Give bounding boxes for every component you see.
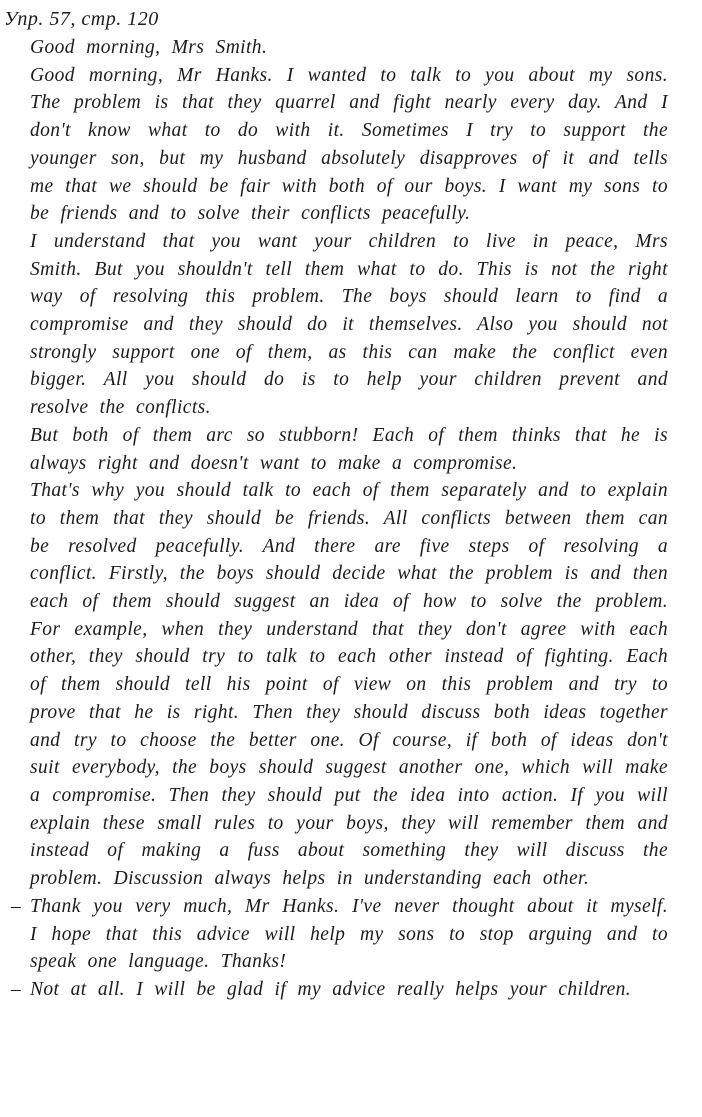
dash-marker: – xyxy=(11,978,21,1000)
dialogue-paragraph xyxy=(30,228,668,422)
paragraph-text: Thank you very much, Mr Hanks. I've never thought about it myself. I hope that this advice will help my sons to stop arguing and to speak one language. Thanks! xyxy=(30,895,668,973)
dialogue-paragraph xyxy=(30,34,668,62)
dialogue-paragraph xyxy=(30,422,668,477)
paragraph-text: I understand that you want your children to live in peace, Mrs Smith. But you shouldn't tell them what to do. This is not the right way of resolving this problem. The boys should learn to find a compromise and they should do it themselves. Also you should not strongly support one of them, as this can make the conflict even bigger. All you should do is to help your children prevent and resolve the conflicts. xyxy=(30,230,668,419)
dialogue-paragraph xyxy=(11,976,668,1004)
dialogue-paragraph xyxy=(30,62,668,228)
paragraph-text: But both of them arc so stubborn! Each of them thinks that he is always right and doesn't want to make a compromise. xyxy=(30,424,668,474)
dash-marker: – xyxy=(11,895,21,917)
paragraph-text: That's why you should talk to each of them separately and to explain to them that they should be friends. All conflicts between them can be resolved peacefully. And there are five steps of resolving a conflict. Firstly, the boys should decide what the problem is and then each of them should suggest an idea of how to solve the problem. For example, when they understand that they don't agree with each other, they should try to talk to each other instead of fighting. Each of them should tell his point of view on this problem and try to prove that he is right. Then they should discuss both ideas together and try to choose the better one. Of course, if both of ideas don't suit everybody, the boys should suggest another one, which will make a compromise. Then they should put the idea into action. If you will explain these small rules to your boys, they will remember them and instead of making a fuss about something they will discuss the problem. Discussion always helps in understanding each other. xyxy=(30,480,668,890)
dialogue-text-block xyxy=(11,34,668,1004)
dialogue-paragraph xyxy=(30,477,668,893)
paragraph-text: Not at all. I will be glad if my advice really helps your children. xyxy=(30,978,632,1000)
dialogue-paragraph xyxy=(11,893,668,976)
paragraph-text: Good morning, Mr Hanks. I wanted to talk to you about my sons. The problem is that they quarrel and fight nearly every day. And I don't know what to do with it. Sometimes I try to support the younger son, but my husband absolutely disapproves of it and tells me that we should be fair with both of our boys. I want my sons to be friends and to solve their conflicts peacefully. xyxy=(30,64,668,225)
exercise-heading: Упр. 57, стр. 120 xyxy=(4,8,159,30)
paragraph-text: Good morning, Mrs Smith. xyxy=(30,37,268,58)
